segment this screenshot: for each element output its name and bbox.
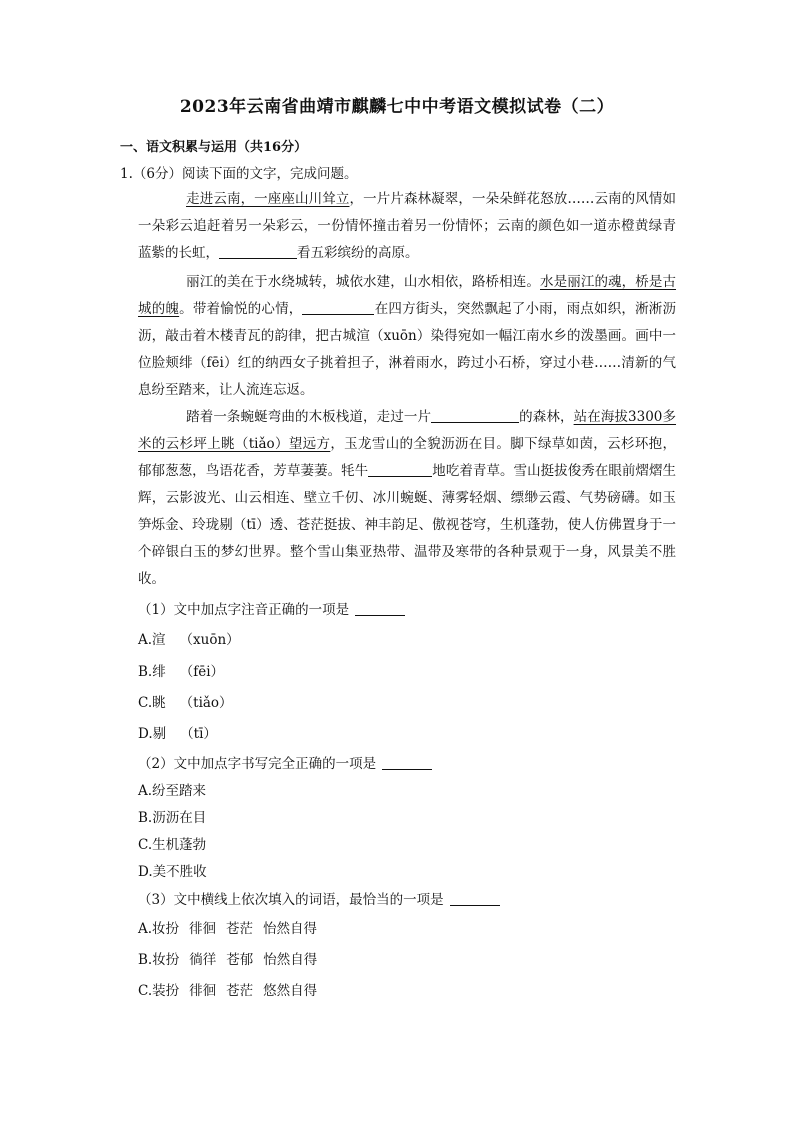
answer-blank-3[interactable] [450, 891, 500, 906]
fill-blank-3[interactable] [431, 406, 519, 423]
passage-text: ，玉龙雪山的全貌沥沥在目。脚下绿草如茵，云杉环抱，郁郁葱葱，鸟语花香，芳草萋萋。牦牛 [138, 436, 677, 479]
fill-blank-1[interactable] [219, 242, 297, 259]
underlined-sentence: 水是丽江的魂，桥是古城的魄 [138, 274, 677, 317]
option-1a[interactable]: A.渲 （xuōn） [138, 632, 240, 648]
passage-text: 的森林， [519, 409, 574, 425]
answer-blank-2[interactable] [382, 755, 432, 770]
answer-blank-1[interactable] [355, 601, 405, 616]
option-2a[interactable]: A.纷至踏来 [138, 783, 207, 799]
subquestion-1: （1）文中加点字注音正确的一项是 [138, 598, 405, 618]
passage-text: 看五彩缤纷的高原。 [297, 245, 419, 261]
passage-paragraph-3 [138, 404, 676, 593]
option-3a[interactable]: A.妆扮 徘徊 苍茫 怡然自得 [138, 921, 318, 937]
passage-text: ，一片片森林凝翠，一朵朵鲜花怒放……云南的风情如一朵彩云追赶着另一朵彩云，一份情怀撞击着另一份情怀；云南的颜色如一道赤橙黄绿青蓝紫的长虹， [138, 191, 677, 261]
subquestion-2: （2）文中加点字书写完全正确的一项是 [138, 752, 432, 772]
fill-blank-2[interactable] [302, 298, 374, 315]
passage-paragraph-1 [138, 186, 676, 267]
question-intro: 1.（6分）阅读下面的文字，完成问题。 [120, 166, 358, 182]
page-title: 2023年云南省曲靖市麒麟七中中考语文模拟试卷（二） [179, 97, 615, 117]
underlined-sentence: 走进云南，一座座山川耸立 [186, 191, 350, 207]
option-2c[interactable]: C.生机蓬勃 [138, 837, 207, 853]
passage-text: 。带着愉悦的心情， [179, 301, 303, 317]
option-2d[interactable]: D.美不胜收 [138, 864, 207, 880]
passage-text: 在四方街头，突然飘起了小雨，雨点如织，淅淅沥沥，敲击着木楼青瓦的韵律，把古城渲（xuōn）染得宛如一幅江南水乡的泼墨画。画中一位脸颊绯（fēi）红的纳西女子挑着担子，淋着雨水，跨过小石桥，穿过小巷……清新的气息纷至踏来，让人流连忘返。 [138, 301, 677, 398]
passage-text: 踏着一条蜿蜒弯曲的木板栈道，走过一片 [186, 409, 432, 425]
underlined-sentence: 站在海拔3300多米的云杉坪上眺（tiǎo）望远方 [138, 409, 677, 452]
passage-text: 丽江的美在于水绕城转，城依水建，山水相依，路桥相连。 [186, 274, 540, 290]
section-heading: 一、语文积累与运用（共16分） [120, 140, 308, 155]
option-1d[interactable]: D.剔 （tī） [138, 726, 217, 742]
fill-blank-4[interactable] [368, 460, 432, 477]
passage-paragraph-2 [138, 269, 676, 404]
option-2b[interactable]: B.沥沥在目 [138, 810, 207, 826]
option-1c[interactable]: C.眺 （tiǎo） [138, 695, 233, 711]
subquestion-3: （3）文中横线上依次填入的词语，最恰当的一项是 [138, 888, 500, 908]
option-3c[interactable]: C.装扮 徘徊 苍茫 悠然自得 [138, 983, 318, 999]
option-3b[interactable]: B.妆扮 徜徉 苍郁 怡然自得 [138, 952, 318, 968]
option-1b[interactable]: B.绯 （fēi） [138, 664, 225, 680]
passage-text: 地吃着青草。雪山挺拔俊秀在眼前熠熠生辉，云影波光、山云相连、壁立千仞、冰川蜿蜒、薄雾轻烟、缥缈云霞、气势磅礴。如玉笋烁金、玲珑剔（tī）透、苍茫挺拔、神丰韵足、傲视苍穹，生机蓬勃，使人仿佛置身于一个碎银白玉的梦幻世界。整个雪山集亚热带、温带及寒带的各种景观于一身，风景美不胜收。 [138, 463, 677, 587]
